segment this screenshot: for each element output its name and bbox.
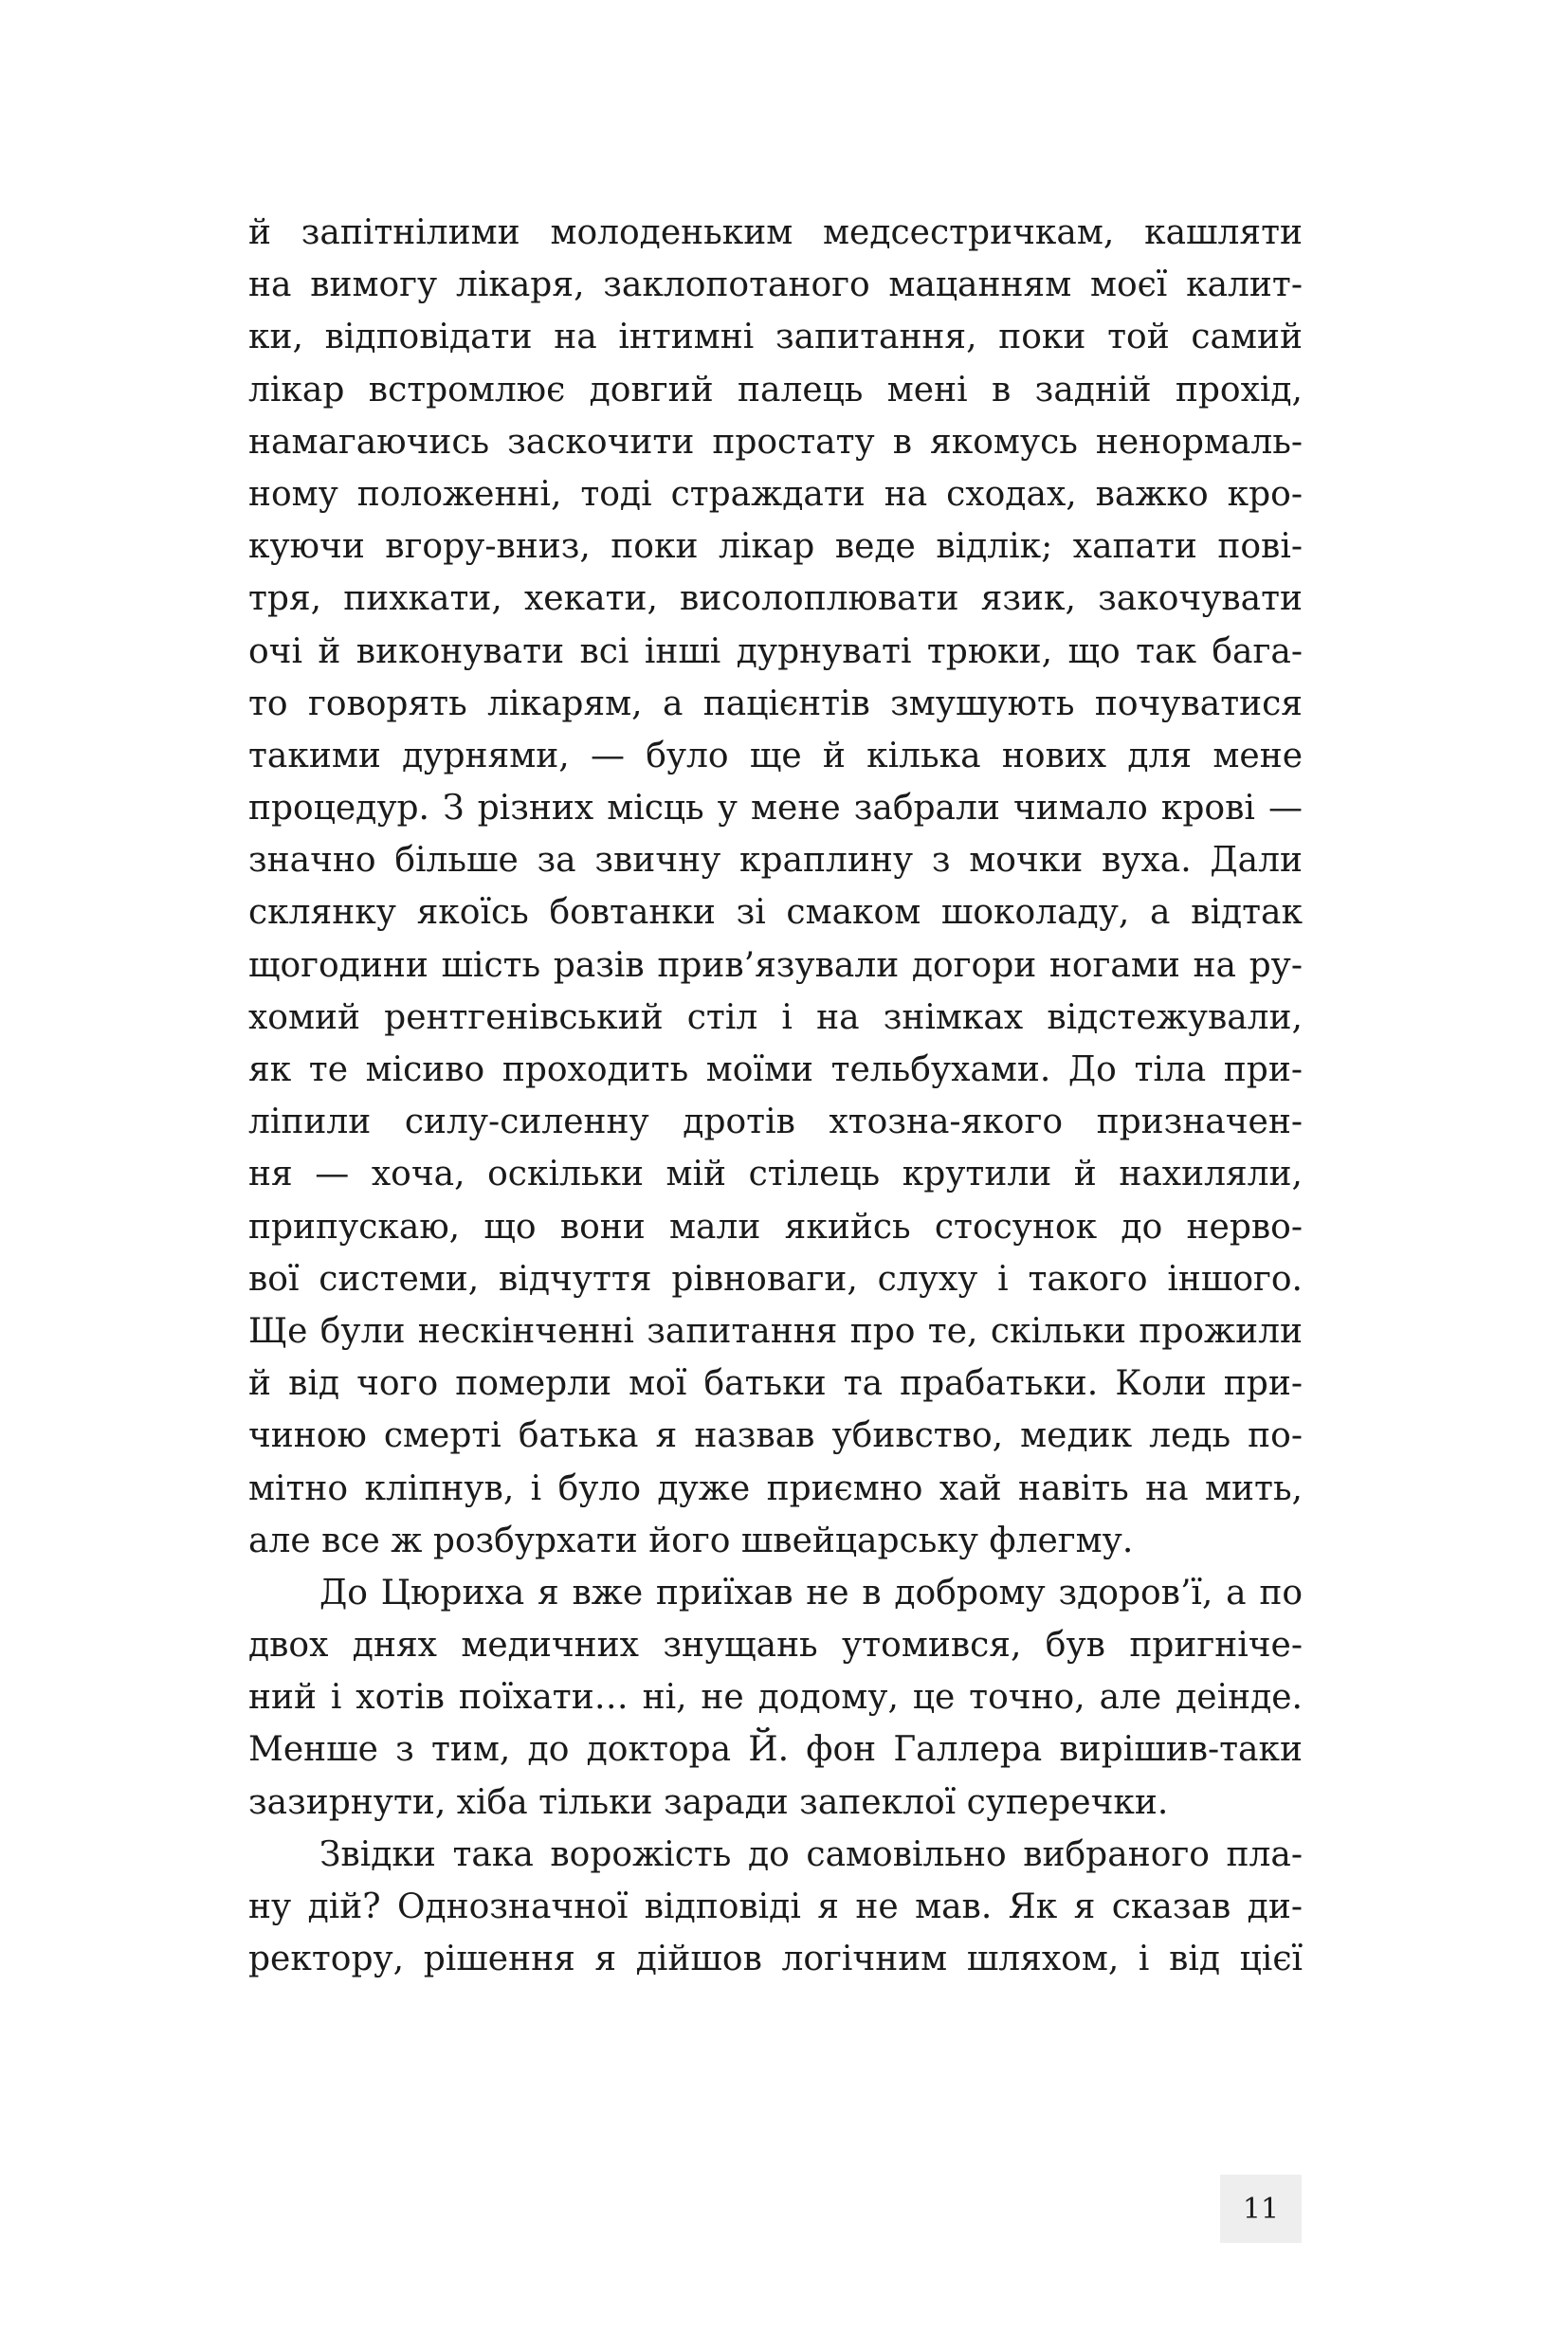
page-number: 11 [1242,2192,1280,2226]
text-line: чиною смерті батька я назвав убивство, медик ледь по- [248,1416,1303,1456]
text-line: вої системи, відчуття рівноваги, слуху і такого іншого. [248,1259,1303,1299]
text-line: ліпили силу-силенну дротів хтозна-якого призначен- [248,1103,1303,1142]
text-line: тря, пихкати, хекати, висолоплювати язик, закочувати [248,579,1303,619]
text-line: на вимогу лікаря, заклопотаного мацанням моєї калит- [248,265,1303,305]
text-line: очі й виконувати всі інші дурнуваті трюки, що так бага- [248,631,1303,671]
text-line: Ще були нескінченні запитання про те, скільки прожили [248,1311,1303,1351]
text-line: Менше з тим, до доктора Й. фон Галлера вирішив-таки [248,1730,1303,1770]
text-line: ки, відповідати на інтимні запитання, поки той самий [248,318,1303,357]
text-line: але все ж розбурхати його швейцарську флегму. [248,1521,1134,1560]
text-line: щогодини шість разів прив’язували догори ногами на ру- [248,945,1303,985]
body-text [248,207,1303,1985]
text-line: лікар встромлює довгий палець мені в задній прохід, [248,370,1303,410]
text-line: мітно кліпнув, і було дуже приємно хай навіть на мить, [248,1468,1303,1508]
text-line: процедур. З різних місць у мене забрали чимало крові — [248,789,1303,829]
text-line: куючи вгору-вниз, поки лікар веде відлік; хапати пові- [248,527,1303,567]
text-line: склянку якоїсь бовтанки зі смаком шоколаду, а відтак [248,893,1303,933]
text-line: ний і хотів поїхати… ні, не додому, це точно, але деінде. [248,1678,1303,1718]
text-line: До Цюриха я вже приїхав не в доброму здоров’ї, а по [319,1573,1303,1613]
text-line: намагаючись заскочити простату в якомусь ненормаль- [248,422,1303,462]
text-line: зазирнути, хіба тільки заради запеклої суперечки. [248,1782,1169,1822]
text-line: ня — хоча, оскільки мій стілець крутили й нахиляли, [248,1155,1303,1194]
text-line: й запітнілими молоденьким медсестричкам, кашляти [248,213,1303,252]
text-line: Звідки така ворожість до самовільно вибраного пла- [319,1834,1303,1874]
text-line: як те місиво проходить моїми тельбухами. До тіла при- [248,1050,1303,1089]
text-line: хомий рентгенівський стіл і на знімках відстежували, [248,997,1303,1037]
page-number-box [1220,2175,1302,2243]
text-line: ну дій? Однозначної відповіді я не мав. Як я сказав ди- [248,1887,1303,1926]
text-line: припускаю, що вони мали якийсь стосунок до нерво- [248,1207,1303,1247]
text-line: ректору, рішення я дійшов логічним шляхом, і від цієї [248,1940,1303,1979]
text-line: й від чого померли мої батьки та прабатьки. Коли при- [248,1364,1303,1404]
text-line: значно більше за звичну краплину з мочки вуха. Дали [248,841,1303,881]
text-line: двох днях медичних знущань утомився, був пригніче- [248,1626,1303,1666]
text-line: ному положенні, тоді страждати на сходах, важко кро- [248,474,1303,514]
text-line: такими дурнями, — було ще й кілька нових для мене [248,736,1303,775]
text-line: то говорять лікарям, а пацієнтів змушують почуватися [248,683,1303,723]
